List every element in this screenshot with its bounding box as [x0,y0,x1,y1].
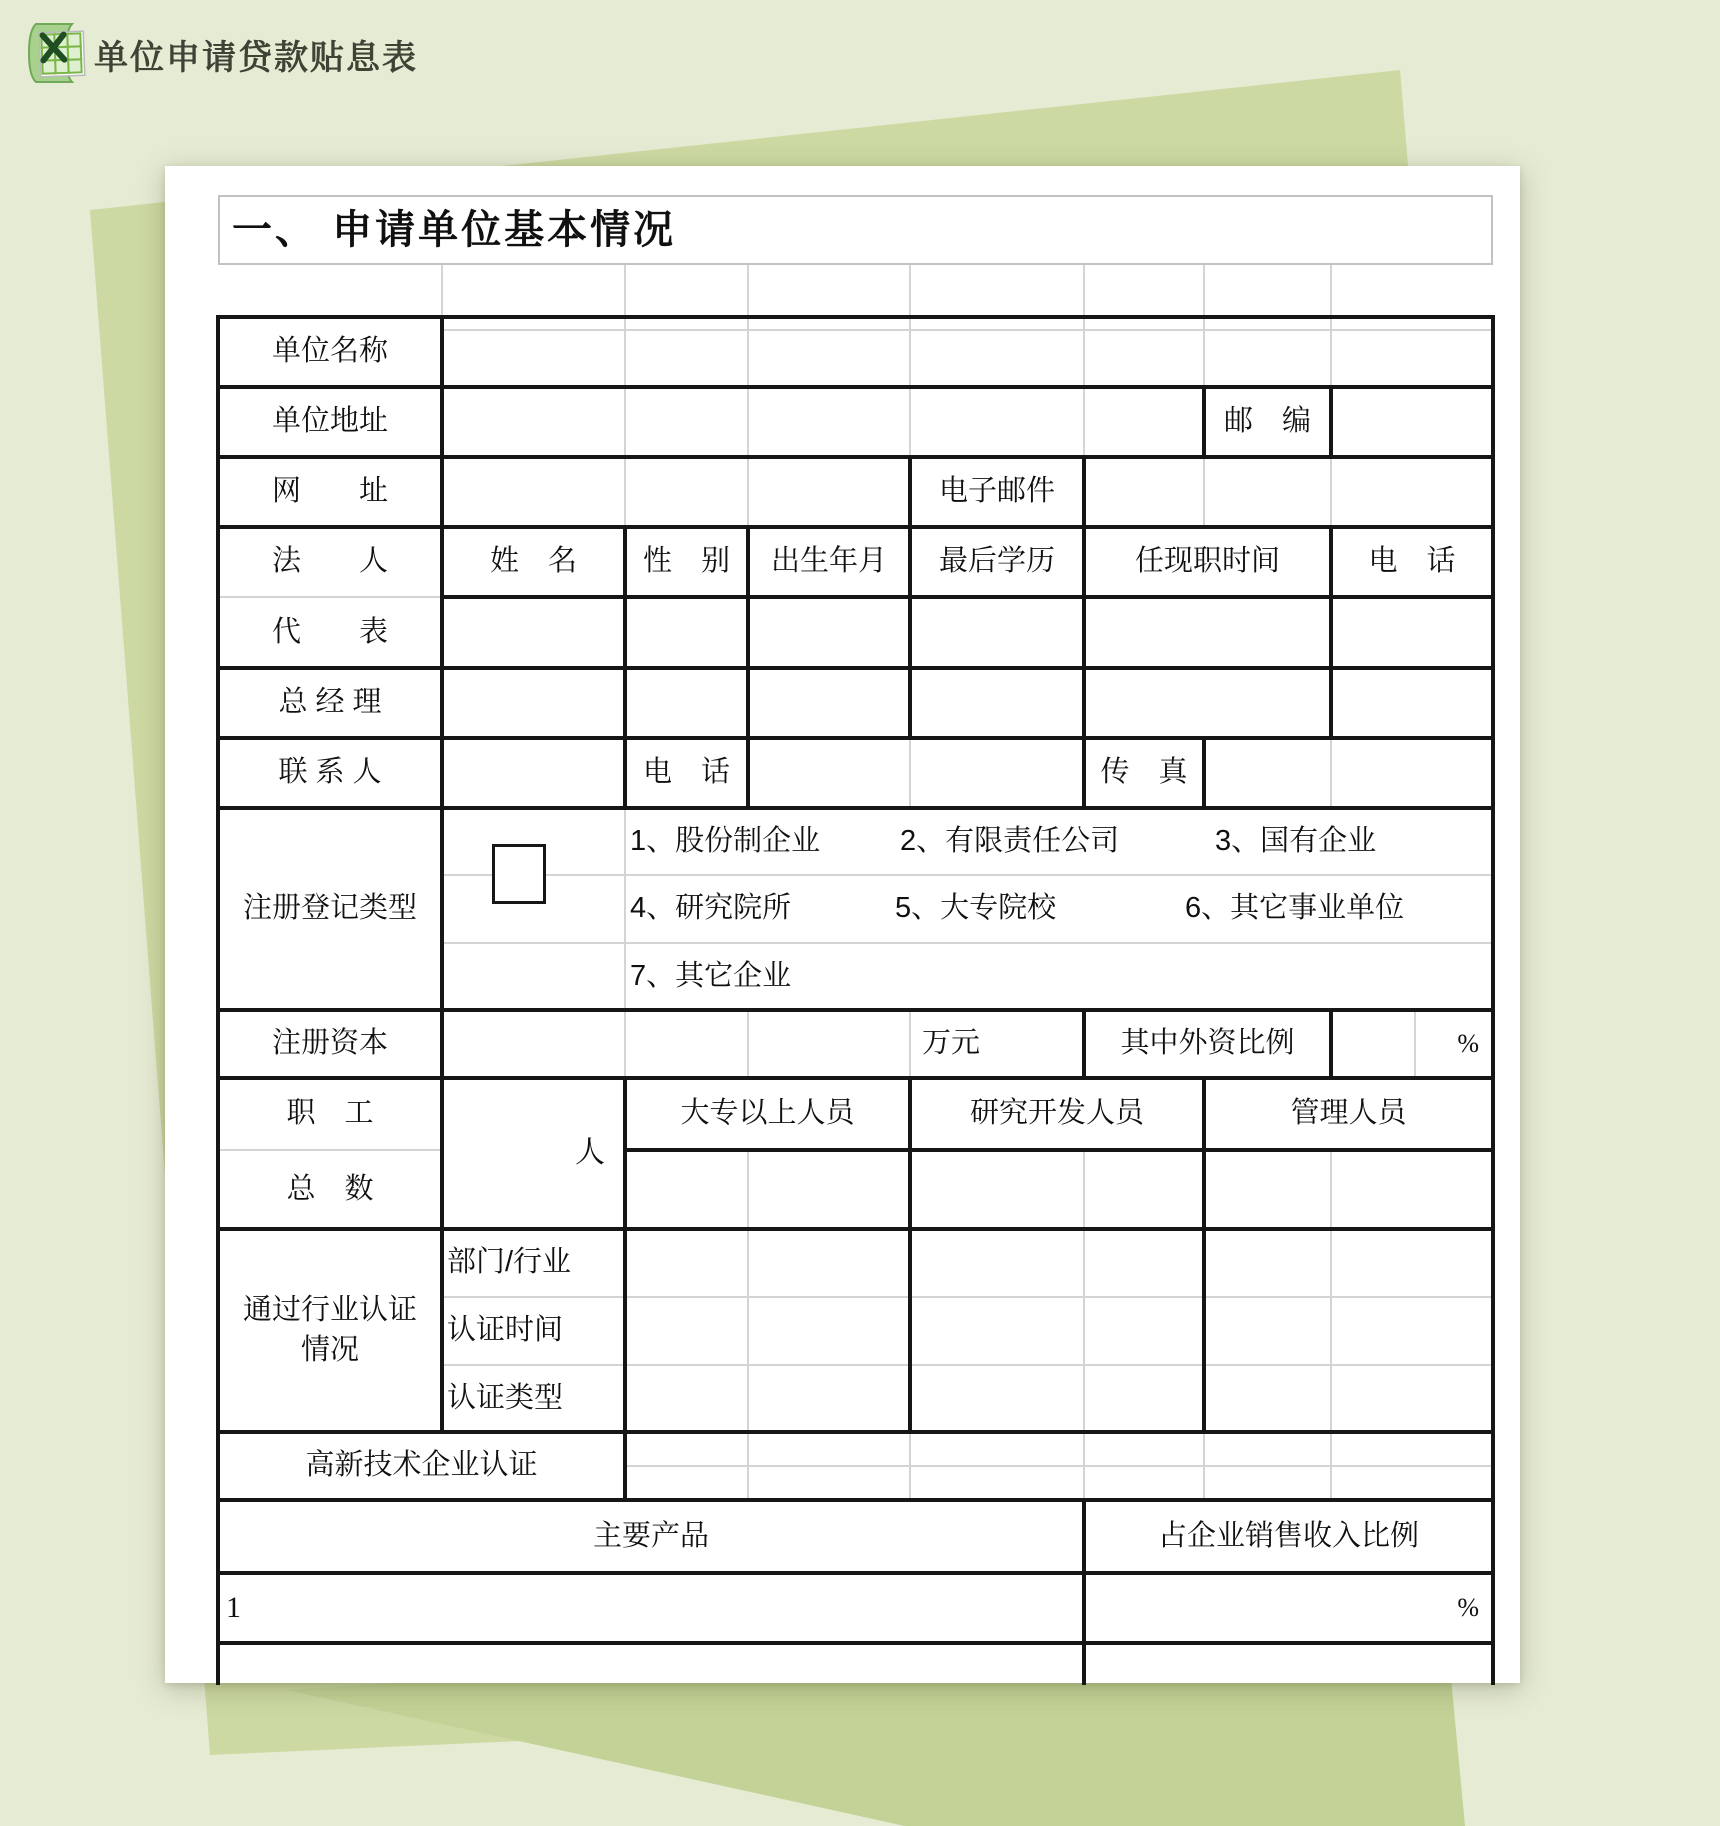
industry-cert-label [218,1229,442,1432]
grid-line [909,265,911,317]
table-border-line [216,1641,1495,1645]
industry-cert-label-line1: 通过行业认证 [242,1294,417,1327]
foreign-ratio-label: 其中外资比例 [1120,1027,1295,1060]
col-header-birth: 出生年月 [770,545,887,578]
legal-person-label-1: 法 人 [271,545,388,578]
grid-line [1330,265,1332,317]
section-title: 一、 申请单位基本情况 [232,208,677,252]
grid-line [909,1432,911,1500]
grid-line [747,1432,749,1500]
website-input-cell[interactable] [446,461,906,523]
grid-line [624,808,626,1010]
reg-option-2: 2、有限责任公司 [900,824,1120,857]
contact-phone-input-cell[interactable] [752,742,1080,804]
contact-fax-input-cell[interactable] [1208,742,1489,804]
grid-line [625,1465,1493,1467]
unit-name-input-cell[interactable] [446,321,1489,383]
legal-person-label-2: 代 表 [271,615,388,648]
reg-option-1: 1、股份制企业 [630,824,821,857]
staff-total-label-1: 职 工 [286,1097,374,1130]
cert-row-department: 部门/行业 [447,1246,572,1279]
unit-address-input-cell[interactable] [446,391,1200,453]
staff-header-college: 大专以上人员 [680,1097,855,1130]
col-header-phone: 电 话 [1368,545,1456,578]
reg-option-3: 3、国有企业 [1215,824,1377,857]
staff-header-rnd: 研究开发人员 [969,1097,1144,1130]
reg-option-4: 4、研究院所 [630,892,792,925]
reg-option-7: 7、其它企业 [630,959,792,992]
staff-total-label-2: 总 数 [286,1172,374,1205]
excel-file-icon [26,20,92,86]
reg-option-6: 6、其它事业单位 [1185,892,1405,925]
grid-line [624,265,626,317]
grid-line [441,265,443,317]
col-header-name: 姓 名 [489,545,577,578]
main-products-header: 主要产品 [592,1519,709,1552]
page-header [0,0,1720,120]
cert-row-type: 认证类型 [447,1381,564,1414]
page-title: 单位申请贷款贴息表 [94,39,418,77]
grid-line [1083,1229,1085,1432]
grid-line [1330,1432,1332,1500]
sales-ratio-header: 占企业销售收入比例 [1157,1519,1419,1552]
registered-capital-label: 注册资本 [271,1027,388,1060]
grid-line [1330,1150,1332,1229]
product-row-number: 1 [226,1590,241,1624]
grid-line [747,1229,749,1432]
col-header-gender: 性 别 [642,545,730,578]
general-manager-label: 总 经 理 [278,686,382,719]
grid-line [1083,265,1085,317]
hightech-cert-label: 高新技术企业认证 [305,1449,538,1482]
postal-code-input-cell[interactable] [1335,391,1489,453]
col-header-tenure: 任现职时间 [1134,545,1280,578]
registered-capital-input-cell[interactable] [446,1014,918,1074]
grid-line [747,1150,749,1229]
industry-cert-label-line2: 情况 [300,1333,359,1366]
unit-name-label: 单位名称 [271,335,388,368]
form-sheet [165,166,1520,1683]
staff-unit-label: 人 [575,1136,605,1170]
registration-type-label: 注册登记类型 [242,892,417,925]
registration-type-checkbox[interactable] [492,844,546,904]
main-product-input-cell[interactable] [222,1577,1080,1639]
cert-row-time: 认证时间 [447,1314,564,1347]
product-row-percent: % [1457,1593,1479,1623]
capital-unit-label: 万元 [922,1027,981,1060]
grid-line [1083,1150,1085,1229]
col-header-education: 最后学历 [938,545,1055,578]
email-input-cell[interactable] [1088,461,1489,523]
foreign-ratio-percent: % [1457,1029,1479,1059]
grid-line [1083,1432,1085,1500]
contact-fax-label: 传 真 [1100,756,1188,789]
email-label: 电子邮件 [938,475,1055,508]
website-label: 网 址 [271,475,388,508]
unit-address-label: 单位地址 [271,405,388,438]
grid-line [1203,265,1205,317]
table-border-line [1491,315,1495,1685]
reg-option-5: 5、大专院校 [895,892,1057,925]
grid-line [747,265,749,317]
grid-line [1330,1229,1332,1432]
grid-line [1203,1432,1205,1500]
staff-header-management: 管理人员 [1290,1097,1407,1130]
contact-person-label: 联 系 人 [278,756,382,789]
postal-code-label: 邮 编 [1223,405,1311,438]
contact-phone-label: 电 话 [642,756,730,789]
